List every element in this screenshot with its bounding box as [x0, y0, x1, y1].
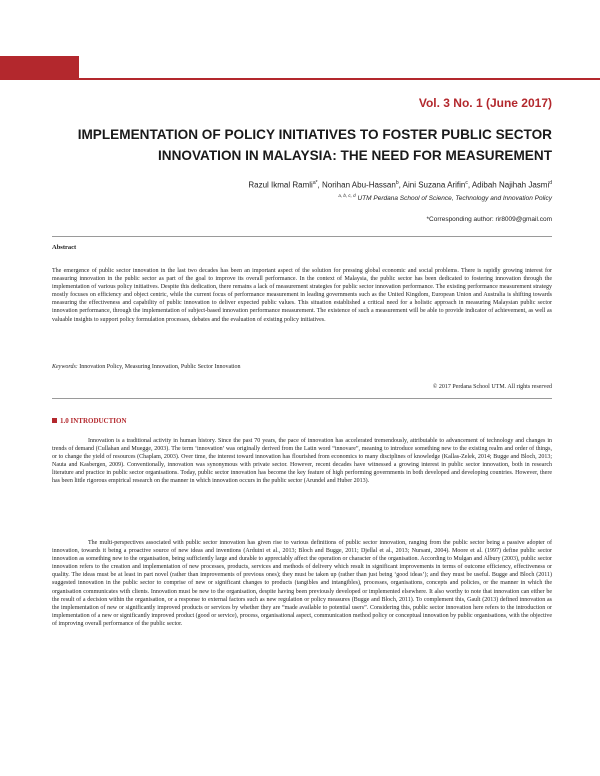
section-heading: [52, 417, 127, 425]
header-rule: [0, 78, 600, 80]
keywords-text: Innovation Policy, Measuring Innovation, Public Sector Innovation: [79, 364, 241, 370]
affiliation-sup: a, b, c, d: [338, 193, 356, 198]
author-name: Adibah Najihah Jasmi: [471, 180, 550, 190]
author-sup: a*: [312, 180, 318, 186]
title-line-2: INNOVATION IN MALAYSIA: THE NEED FOR MEASUREMENT: [158, 148, 552, 163]
abstract-heading: Abstract: [52, 244, 77, 251]
keywords: [52, 364, 241, 370]
divider: [52, 398, 552, 399]
divider: [52, 236, 552, 237]
author-name: Aini Suzana Arifin: [402, 180, 466, 190]
affiliation-text: UTM Perdana School of Science, Technology and Innovation Policy: [357, 195, 552, 203]
keywords-label: Keywords:: [52, 364, 78, 370]
header-color-block: [0, 56, 79, 78]
square-bullet-icon: [52, 418, 57, 423]
copyright: © 2017 Perdana School UTM. All rights reserved: [432, 384, 552, 390]
section-heading-text: 1.0 INTRODUCTION: [60, 417, 127, 425]
author-sup: d: [549, 180, 552, 186]
affiliation: [338, 193, 552, 202]
author-name: Razul Ikmal Ramli: [248, 180, 313, 190]
body-paragraph: Innovation is a traditional activity in human history. Since the past 70 years, the pace of innovation has accelerated tremendously, attributable to advancement of technology and changes in trends of demand (Cullahan and Muegge, 2003). The term ‘innovation’ was originally derived from the Latin word “innovare”, meaning to introduce something new to the existing realm and order of things, or to change the yield of resources (Chaplam, 2003). Over time, the interest toward innovation has flourished from economics to many disciplines of knowledge (Kallas-Zelek, 2014; Bugge and Bloch, 2013; Nauta and Kasbergen, 2009). Conventionally, innovation was synonymous with private sector. However, recent decades have witnessed a growing interest in public sector innovation, both in research literature and practice in public sector organisations. Today, public sector innovation has become the key feature of high performing governments in both developed and developing countries. However, there has been little rigorous empirical research on the manner in which innovation occurs in the public sector (Arundel and Huber 2013).: [52, 438, 552, 485]
abstract-text: The emergence of public sector innovation in the last two decades has been an important aspect of the solution for pressing global economic and social problems. There is rapidly growing interest for measuring innovation in the public sector as part of the goal to improve its overall performance. In the context of Malaysia, the public sector has been dedicated to fostering innovation through the implementation of various policy initiatives. Despite this dedication, there remains a lack of measurement strategies for public sector innovation performance. The existing performance measurement strategy mostly focuses on efficiency and object centric, while the current focus of performance measurement in leading governments such as the United Kingdom, European Union and Australia is shifting towards measuring the effectiveness and capability of public innovation to deliver expected public values. This situation established a critical need for a holistic approach in measuring Malaysian public sector innovation performance, through the implementation of subject-based innovation performance measurement. The existence of such a measurement will be able to provide indicator of achievement, as well as valuable insights to support policy formulation processes, debates and the evaluation of existing policy initiatives.: [52, 268, 552, 323]
corresponding-author: *Corresponding author: rir8009@gmail.com: [426, 216, 552, 223]
body-paragraph: The multi-perspectives associated with public sector innovation has given rise to various definitions of public sector innovation, ranging from the public sector being a passive adopter of innovation, towards it being a proactive source of new ideas and inventions (Arduini et al., 2013; Bloch and Bugge, 2011; Djellal et al., 2013; Nursani, 2004). Moore et al. (1997) define public sector innovation as something new to the organisation, being sufficiently large and durable to appreciably affect the operation or character of the organisation. According to Mulgan and Albury (2003), public sector innovation refers to the creation and implementation of new processes, products, services and methods of delivery which result in significant improvements in terms of outcome efficiency, effectiveness or quality. The ideas must be at least in part novel (rather than improvements of previous ones); they must be taken up (rather than just being ‘good ideas’); and they must be useful. Bugge and Bloch (2011) suggested innovation in the public sector to comprise of new or significant changes to products (tangibles and intangibles), processes, organisations, concepts and policies, or the manner in which the organisation communicates with clients. Innovation must be new to the organisation, despite having been previously developed or implemented elsewhere. It also worthy to note that innovation can either be the result of a decision within the organisation, or a response to external factors such as new regulation or policy measures (Bugge and Bloch, 2011). To complement this, Gault (2013) defined innovation as the implementation of new or significantly improved products or services by whether they are “made available to potential users”. Considering this, public sector innovation here refers to the introduction or implementation of a new or significantly improved product (good or service), process, organisational aspect, communication method policy or conceptual innovation by public organisations, with the objective of improving overall performance of the public sector.: [52, 540, 552, 627]
author-list: Razul Ikmal Ramli$^{a*}$, Norihan Abu-Hassan$^b$, Aini Suzana Arifin$^c$, Adibah Najihah Jasmi$^d$: [248, 180, 552, 190]
journal-volume: Vol. 3 No. 1 (June 2017): [418, 96, 552, 110]
title-line-1: IMPLEMENTATION OF POLICY INITIATIVES TO FOSTER PUBLIC SECTOR: [77, 127, 552, 142]
author-sup: b: [395, 180, 399, 186]
author-name: Norihan Abu-Hassan: [322, 180, 396, 190]
author-sup: c: [465, 180, 468, 186]
article-title: [70, 124, 552, 166]
